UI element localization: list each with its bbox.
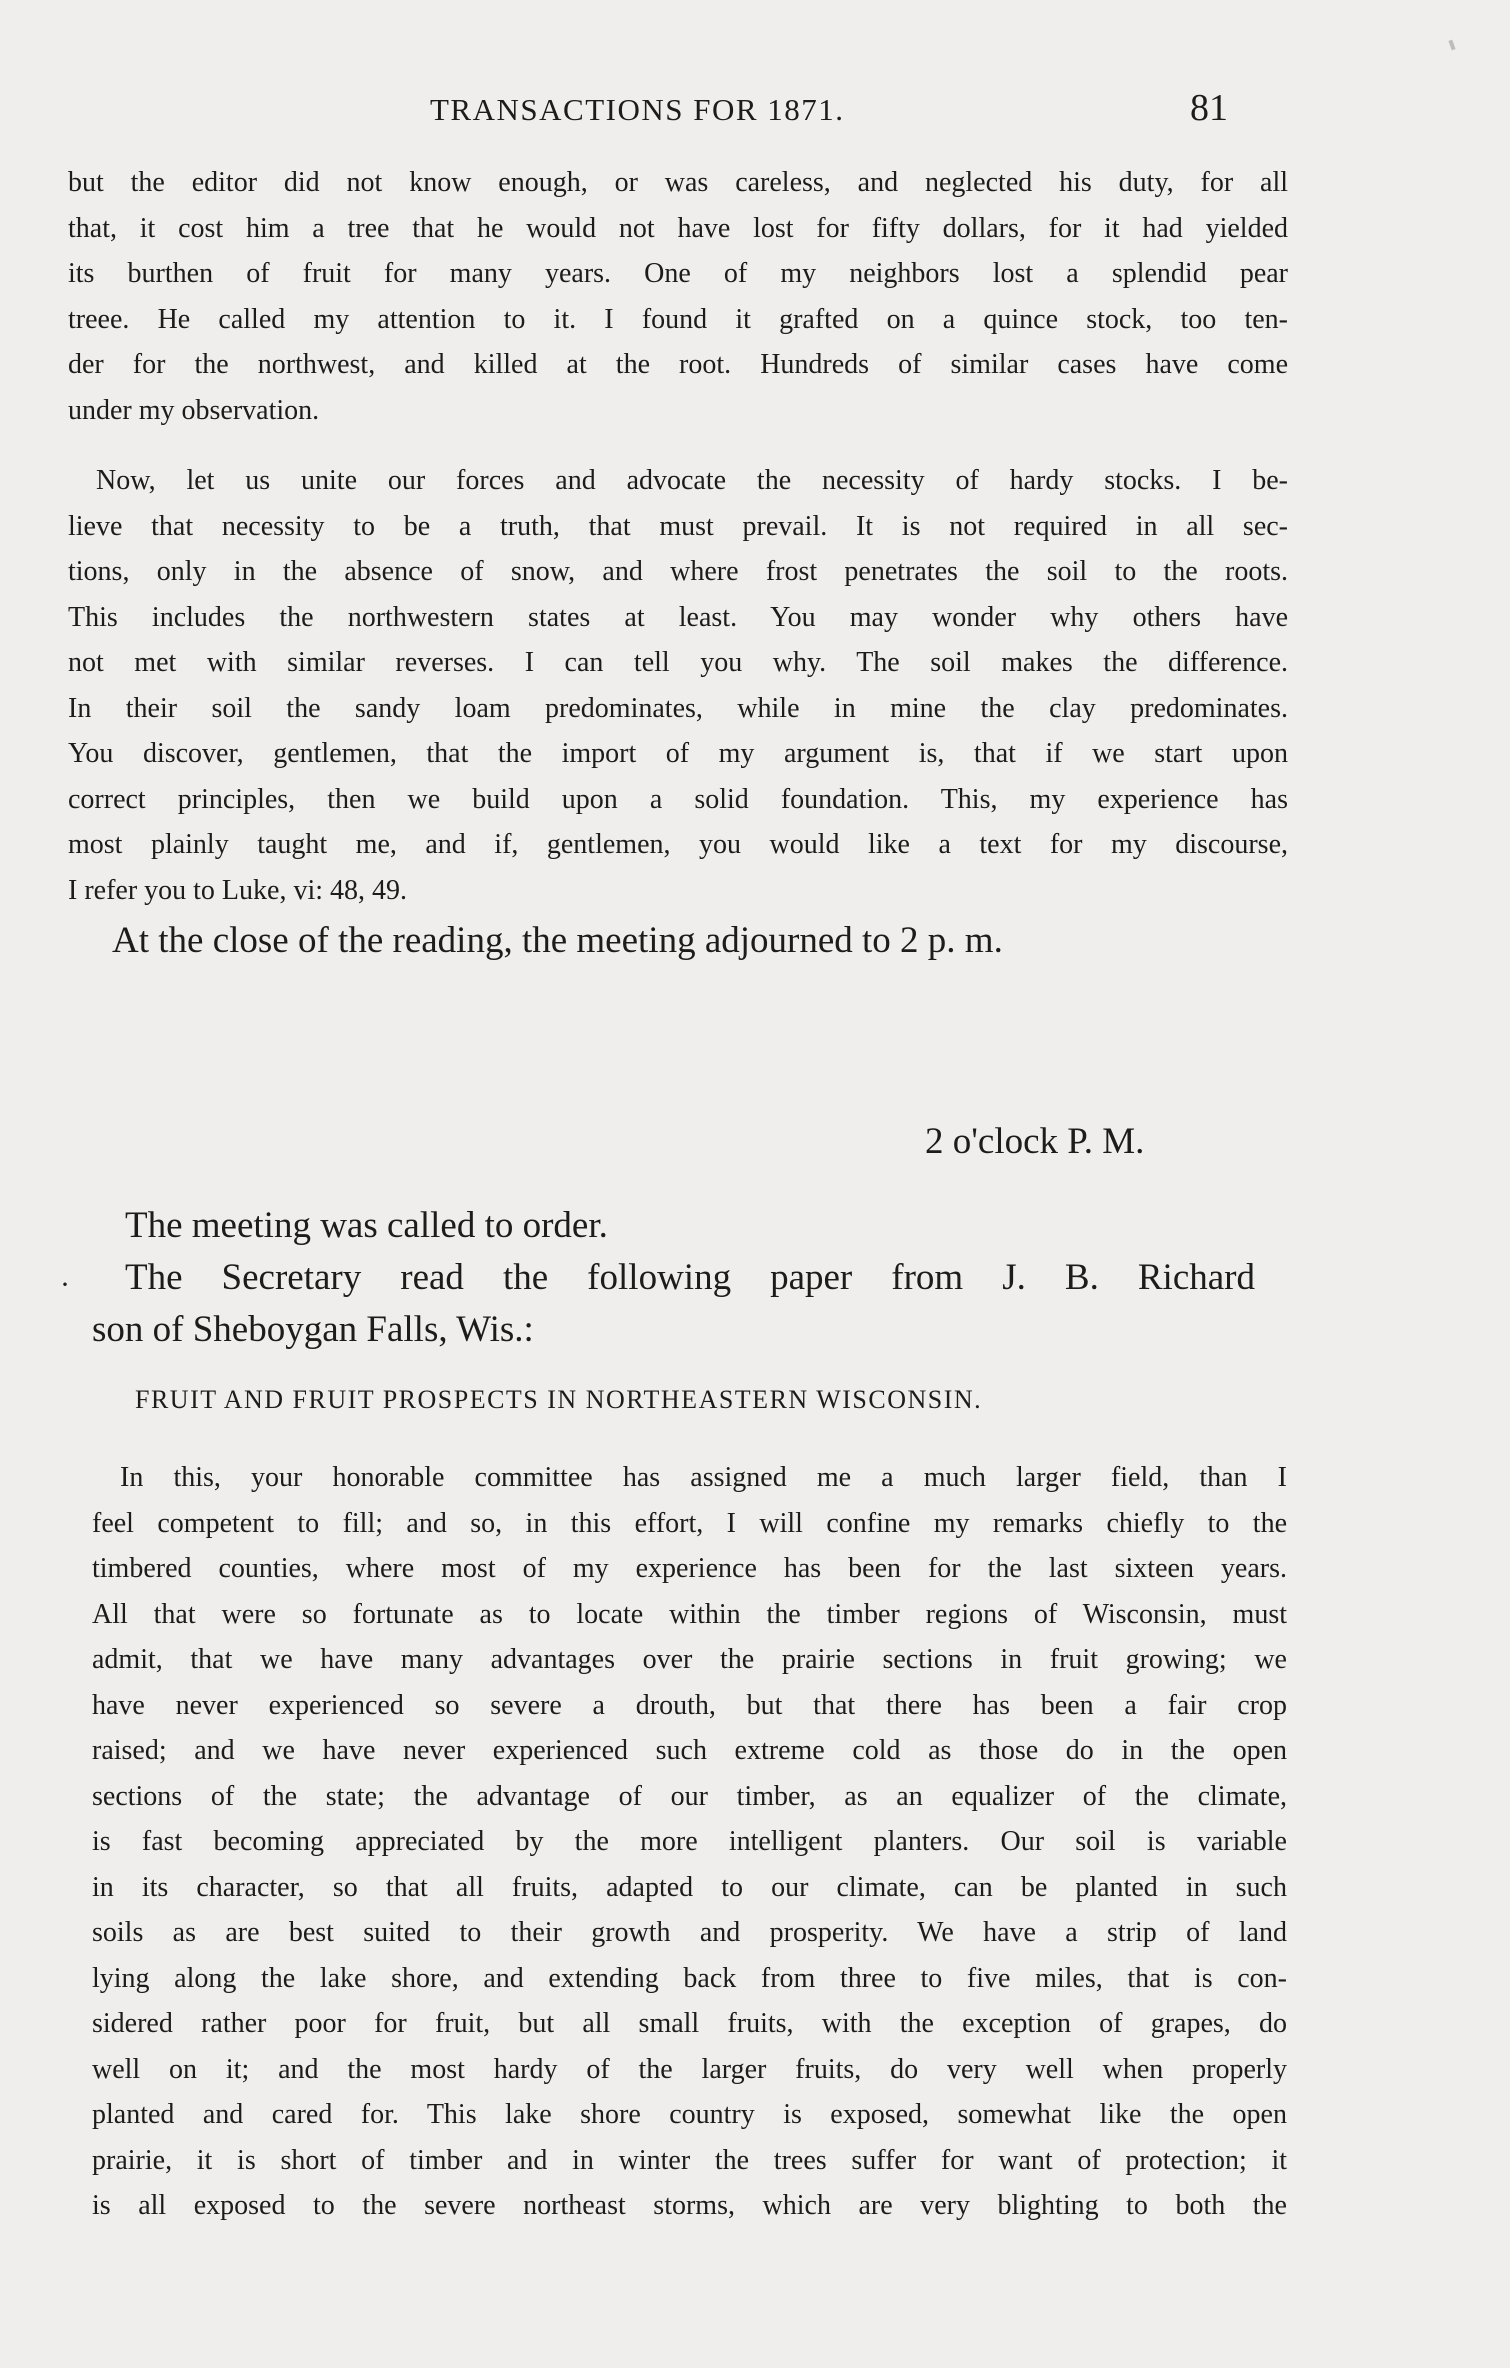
meeting-minutes-cont [92, 1304, 1192, 1356]
adjournment-note [112, 915, 1262, 967]
text-line: have never experienced so severe a drouth, but that there has been a fair crop [92, 1689, 1287, 1721]
secretary-line-cont: son of Sheboygan Falls, Wis.: [92, 1309, 534, 1350]
text-line: correct principles, then we build upon a solid foundation. This, my experience has [68, 783, 1288, 815]
text-line: sections of the state; the advantage of our timber, as an equalizer of the climate, [92, 1780, 1287, 1812]
time-heading: 2 o'clock P. M. [925, 1121, 1145, 1162]
paragraph-3 [92, 1455, 1287, 2229]
text-line: prairie, it is short of timber and in winter the trees suffer for want of protection; it [92, 2144, 1287, 2176]
text-line: not met with similar reverses. I can tell you why. The soil makes the difference. [68, 647, 1288, 678]
text-line: but the editor did not know enough, or was careless, and neglected his duty, for all [68, 167, 1288, 198]
page-number: 81 [1190, 87, 1228, 129]
text-line: feel competent to fill; and so, in this effort, I will confine my remarks chiefly to the [92, 1507, 1287, 1539]
text-line: soils as are best suited to their growth and prosperity. We have a strip of land [92, 1917, 1287, 1948]
text-line: In this, your honorable committee has assigned me a much larger field, than I [120, 1462, 1287, 1493]
text-line: In their soil the sandy loam predominates, while in mine the clay predominates. [68, 692, 1288, 724]
text-line: lieve that necessity to be a truth, that must prevail. It is not required in all sec- [68, 510, 1288, 542]
meeting-minutes [125, 1200, 1255, 1304]
text-line: in its character, so that all fruits, adapted to our climate, can be planted in such [92, 1871, 1287, 1903]
text-line: admit, that we have many advantages over the prairie sections in fruit growing; we [92, 1644, 1287, 1675]
adjournment-text: At the close of the reading, the meeting adjourned to 2 p. m. [112, 920, 1003, 961]
text-line: raised; and we have never experienced such extreme cold as those do in the open [92, 1735, 1287, 1766]
text-line: sidered rather poor for fruit, but all small fruits, with the exception of grapes, do [92, 2008, 1287, 2039]
text-line: planted and cared for. This lake shore country is exposed, somewhat like the open [92, 2099, 1287, 2130]
secretary-line: The Secretary read the following paper from J. B. Richard [125, 1257, 1255, 1298]
text-line: I refer you to Luke, vi: 48, 49. [68, 874, 408, 906]
text-line: its burthen of fruit for many years. One of my neighbors lost a splendid pear [68, 258, 1288, 289]
stray-mark [1448, 40, 1455, 51]
paragraph-1 [68, 160, 1288, 433]
running-head: TRANSACTIONS FOR 1871. [430, 92, 845, 127]
section-title: FRUIT AND FRUIT PROSPECTS IN NORTHEASTERN WISCONSIN. [135, 1385, 983, 1414]
text-line: You discover, gentlemen, that the import of my argument is, that if we start upon [68, 738, 1288, 769]
text-line: timbered counties, where most of my experience has been for the last sixteen years. [92, 1553, 1287, 1584]
text-line: This includes the northwestern states at least. You may wonder why others have [68, 601, 1288, 633]
text-line: All that were so fortunate as to locate within the timber regions of Wisconsin, must [92, 1598, 1287, 1630]
text-line: well on it; and the most hardy of the larger fruits, do very well when properly [92, 2053, 1287, 2085]
text-line: treee. He called my attention to it. I found it grafted on a quince stock, too ten- [68, 303, 1288, 335]
paragraph-2 [68, 458, 1288, 913]
text-line: most plainly taught me, and if, gentlemen, you would like a text for my discourse, [68, 829, 1288, 860]
text-line: is all exposed to the severe northeast storms, which are very blighting to both the [92, 2190, 1287, 2221]
text-line: that, it cost him a tree that he would not have lost for fifty dollars, for it had yielded [68, 212, 1288, 244]
text-line: der for the northwest, and killed at the root. Hundreds of similar cases have come [68, 349, 1288, 380]
text-line: lying along the lake shore, and extending back from three to five miles, that is con- [92, 1962, 1287, 1994]
margin-dot: · [60, 1268, 70, 1301]
called-to-order: The meeting was called to order. [125, 1205, 608, 1246]
text-line: under my observation. [68, 394, 320, 426]
text-line: is fast becoming appreciated by the more intelligent planters. Our soil is variable [92, 1826, 1287, 1857]
text-line: tions, only in the absence of snow, and where frost penetrates the soil to the roots. [68, 556, 1288, 587]
text-line: Now, let us unite our forces and advocate the necessity of hardy stocks. I be- [96, 465, 1288, 496]
